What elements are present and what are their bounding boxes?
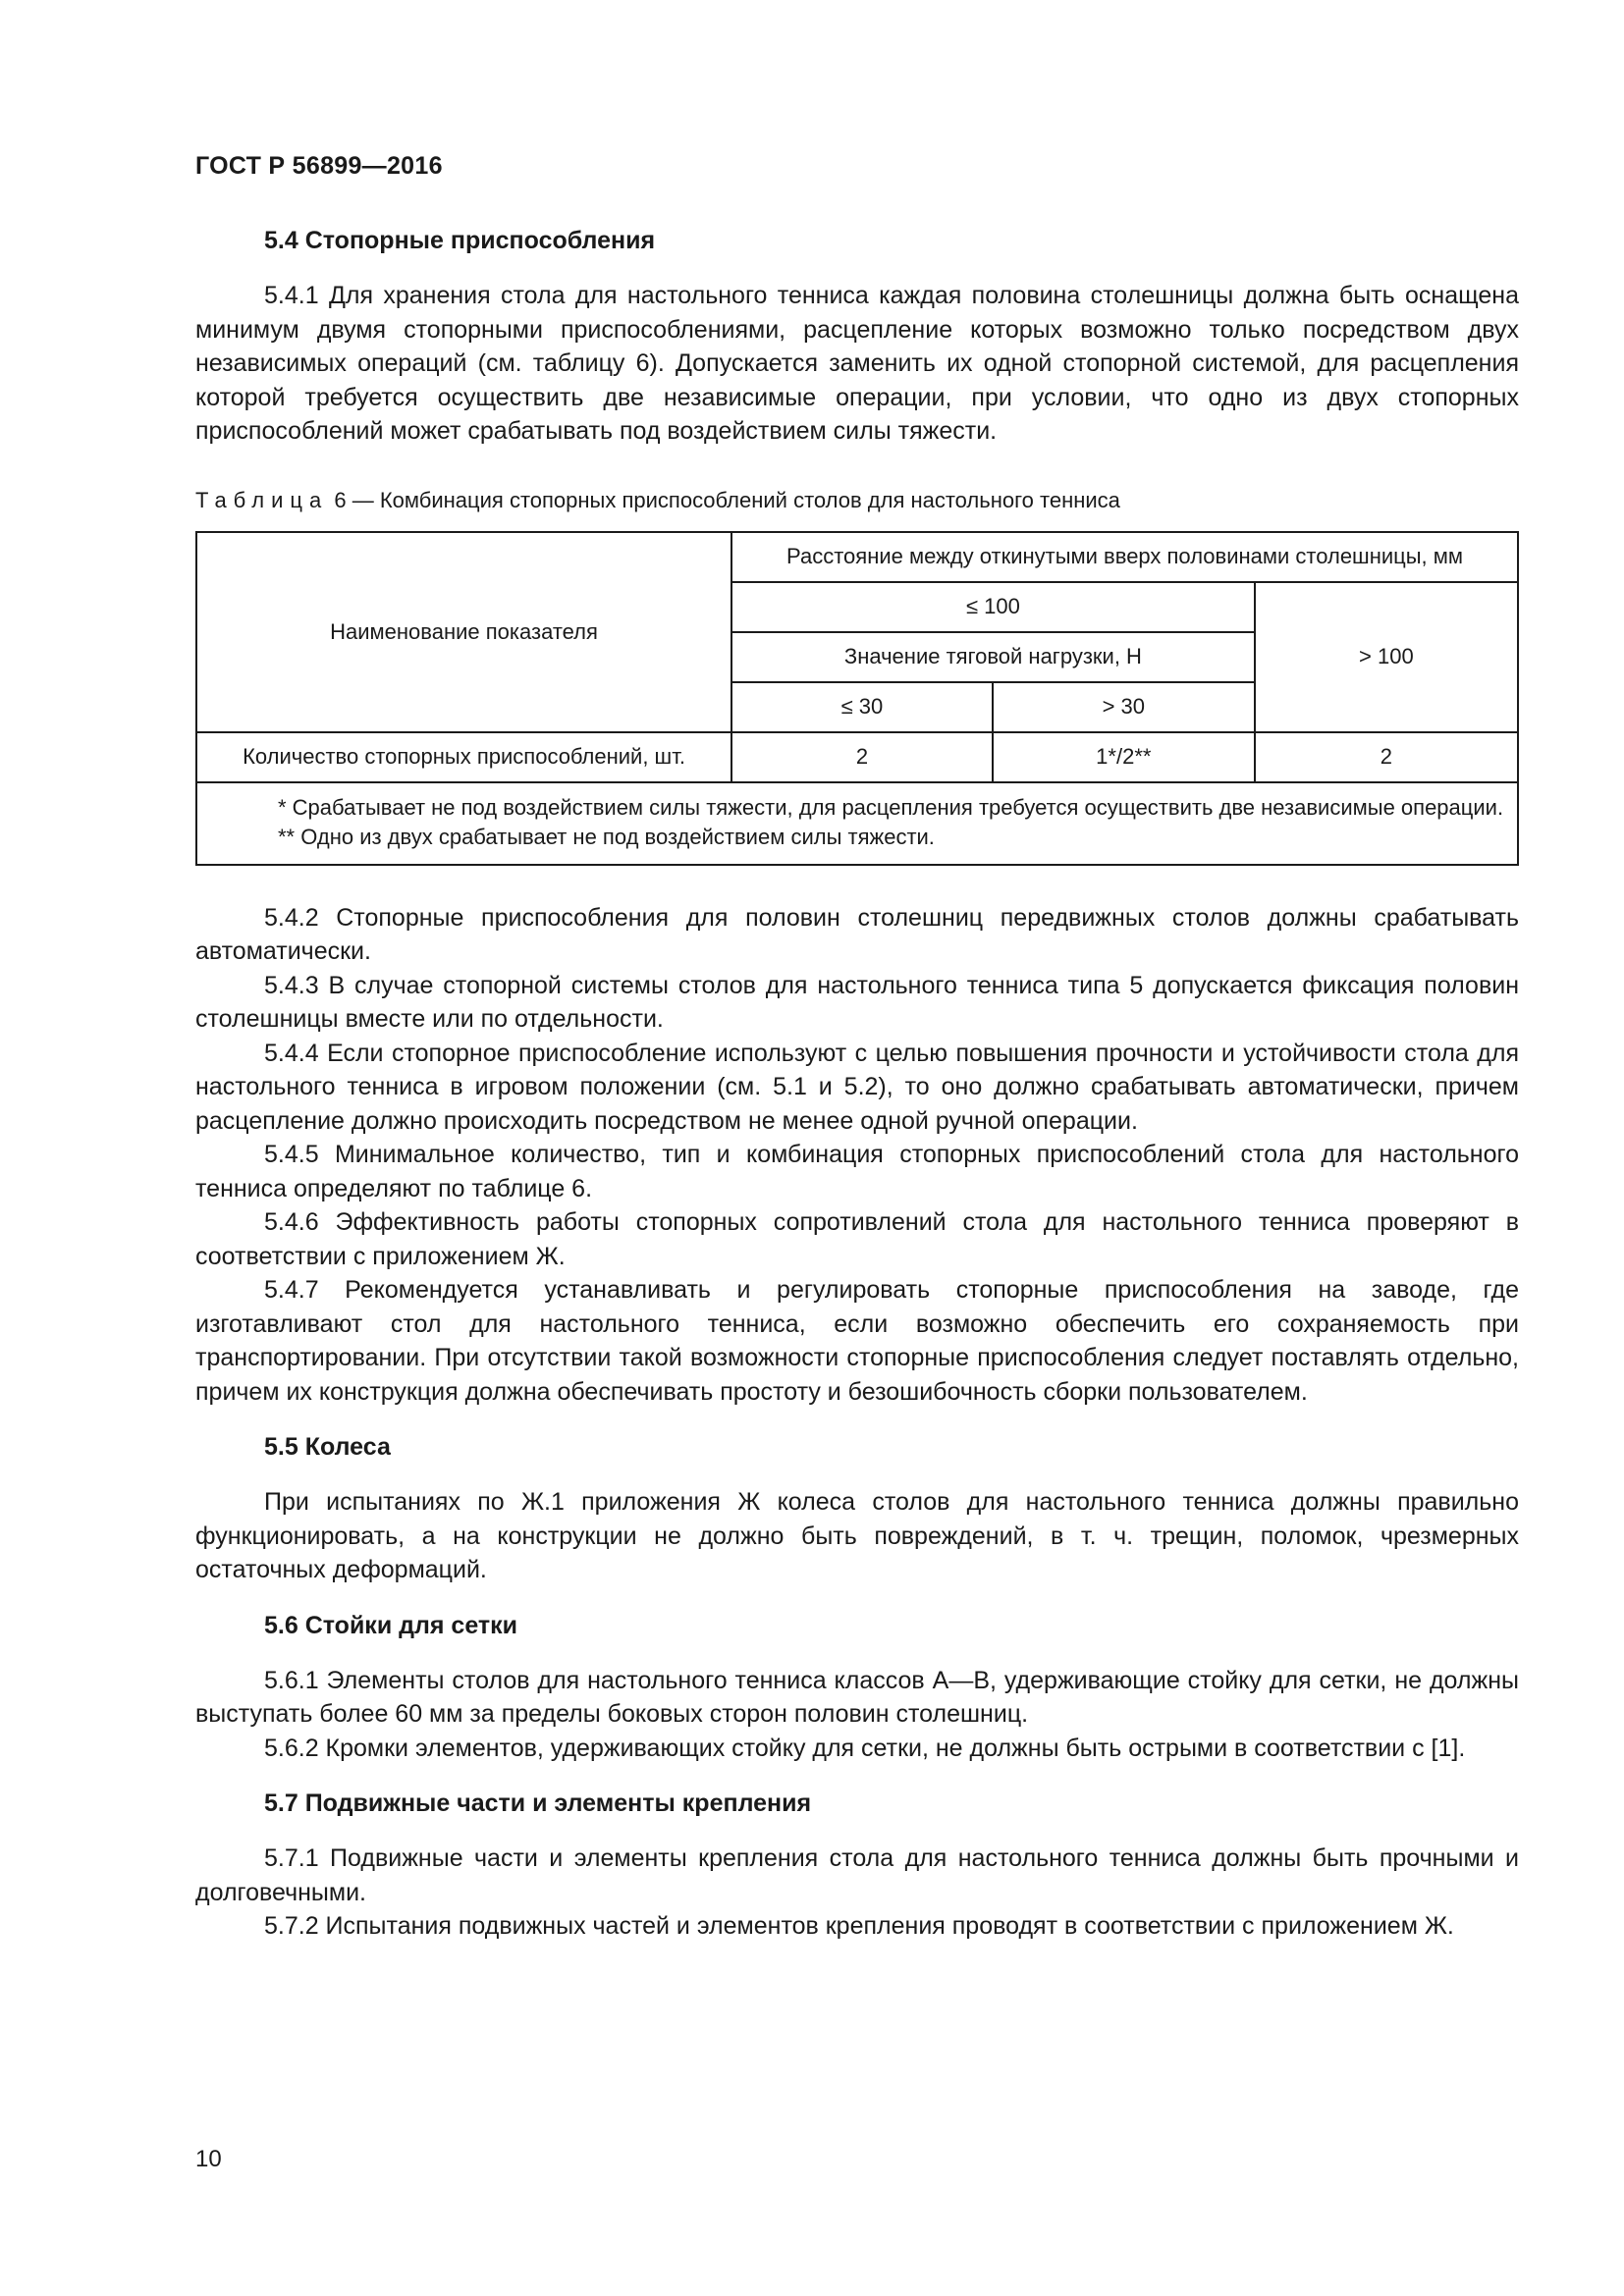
page-number: 10 (195, 2146, 222, 2172)
section-5-7-title: 5.7 Подвижные части и элементы крепления (264, 1789, 812, 1817)
table-header-traction-load: Значение тяговой нагрузки, Н (731, 632, 1255, 682)
paragraph-5-4-1: 5.4.1 Для хранения стола для настольного тенниса каждая половина столешницы должна быть оснащена минимум двумя стопорными приспособлениями, расцепление которых возможно только посредством двух независимых операций (см. таблицу 6). Допускается заменить их одной стопорной системой, для расцепления которой требуется осуществить две независимые операции, при условии, что одно из двух стопорных приспособлений может срабатывать под воздействием силы тяжести. (195, 282, 1519, 445)
table-header-indicator-name: Наименование показателя (196, 532, 731, 732)
table-cell-gt100-value: 2 (1255, 732, 1518, 782)
paragraph-5-6-2: 5.6.2 Кромки элементов, удерживающих стойку для сетки, не должны быть острыми в соответствии с [1]. (264, 1734, 1466, 1762)
paragraph-5-4-7: 5.4.7 Рекомендуется устанавливать и регулировать стопорные приспособления на заводе, где изготавливают стол для настольного тенниса, если возможно обеспечить его сохраняемость при транспортировании. При отсутствии такой возможности стопорные приспособления следует поставлять отдельно, причем их конструкция должна обеспечивать простоту и безошибочность сборки пользователем. (195, 1276, 1519, 1406)
table-caption-text: 6 — Комбинация стопорных приспособлений столов для настольного тенниса (328, 487, 1120, 512)
paragraph-5-4-6: 5.4.6 Эффективность работы стопорных сопротивлений стола для настольного тенниса проверяют в соответствии с приложением Ж. (195, 1208, 1519, 1270)
table-notes (196, 782, 1518, 865)
paragraph-5-4-5: 5.4.5 Минимальное количество, тип и комбинация стопорных приспособлений стола для настольного тенниса определяют по таблице 6. (195, 1141, 1519, 1202)
paragraph-5-7-1: 5.7.1 Подвижные части и элементы крепления стола для настольного тенниса должны быть прочными и долговечными. (195, 1844, 1519, 1906)
table-row-label: Количество стопорных приспособлений, шт. (196, 732, 731, 782)
table-cell-gt30-value: 1*/2** (993, 732, 1255, 782)
table-6-caption (195, 486, 1519, 515)
table-6 (195, 531, 1519, 866)
document-number-header: ГОСТ Р 56899—2016 (195, 152, 443, 180)
section-5-6-title: 5.6 Стойки для сетки (264, 1611, 518, 1639)
paragraph-5-4-2: 5.4.2 Стопорные приспособления для половин столешниц передвижных столов должны срабатывать автоматически. (195, 903, 1519, 965)
table-caption-prefix: Таблица (195, 487, 329, 512)
paragraph-5-4-3: 5.4.3 В случае стопорной системы столов для настольного тенниса типа 5 допускается фиксация половин столешницы вместе или по отдельности. (195, 971, 1519, 1033)
table-note-2: ** Одно из двух срабатывает не под воздействием силы тяжести. (278, 824, 935, 849)
table-header-gt100: > 100 (1255, 582, 1518, 732)
paragraph-5-4-4: 5.4.4 Если стопорное приспособление используют с целью повышения прочности и устойчивости стола для настольного тенниса в игровом положении (см. 5.1 и 5.2), то оно должно срабатывать автоматически, причем расцепление должно происходить посредством не менее одной ручной операции. (195, 1039, 1519, 1135)
section-5-4-title: 5.4 Стопорные приспособления (264, 227, 656, 254)
paragraph-5-6-1: 5.6.1 Элементы столов для настольного тенниса классов А—В, удерживающие стойку для сетки, не должны выступать более 60 мм за пределы боковых сторон половин столешниц. (195, 1666, 1519, 1728)
section-5-5-title: 5.5 Колеса (264, 1433, 391, 1461)
table-header-distance: Расстояние между откинутыми вверх половинами столешницы, мм (731, 532, 1518, 582)
paragraph-5-7-2: 5.7.2 Испытания подвижных частей и элементов крепления проводят в соответствии с приложением Ж. (264, 1912, 1454, 1940)
table-note-1: * Срабатывает не под воздействием силы тяжести, для расцепления требуется осуществить две независимые операции. (278, 794, 1504, 820)
table-cell-le30-value: 2 (731, 732, 993, 782)
table-header-le100: ≤ 100 (731, 582, 1255, 632)
paragraph-5-5: При испытаниях по Ж.1 приложения Ж колеса столов для настольного тенниса должны правильно функционировать, а на конструкции не должно быть повреждений, в т. ч. трещин, поломок, чрезмерных остаточных деформаций. (195, 1488, 1519, 1583)
table-header-gt30: > 30 (993, 682, 1255, 732)
table-header-le30: ≤ 30 (731, 682, 993, 732)
page-content (195, 224, 1519, 1944)
